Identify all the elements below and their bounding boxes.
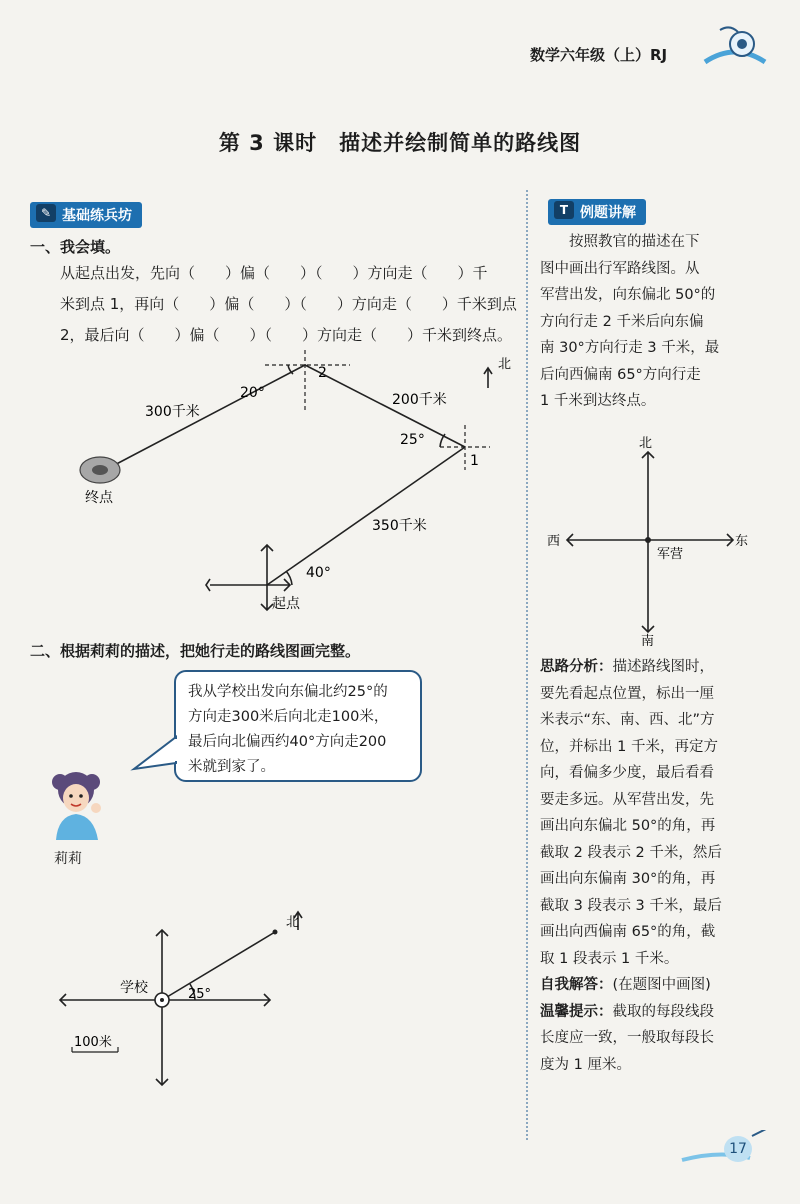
speech-bubble [174, 670, 422, 782]
analysis-line: 画出向东偏北 50°的角，再 [540, 818, 716, 834]
analysis-line: 要走多远。从军营出发，先 [540, 791, 714, 808]
example-compass-diagram [545, 432, 750, 647]
start-point-label: 起点 [272, 596, 300, 612]
point-1-label: 1 [470, 453, 479, 469]
end-point-label: 终点 [85, 490, 113, 506]
q2-north-label: 北 [286, 915, 300, 930]
bubble-line: 最后向北偏西约40°方向走200 [188, 734, 387, 750]
lesson-number: 第 3 课时 [218, 131, 318, 155]
pencil-icon: ✎ [36, 204, 56, 222]
section-basic-badge [30, 202, 142, 228]
q1-line: 米到点 1，再向（ ）偏（ ）（ ）方向走（ ）千米到点 [60, 295, 517, 313]
analysis-line: 截取 3 段表示 3 千米，最后 [540, 897, 722, 914]
header-mascot-icon [700, 22, 770, 72]
lily-avatar [44, 768, 112, 840]
t-icon: T [554, 201, 574, 219]
analysis-line: 描述路线图时， [612, 659, 714, 675]
problem-line: 按照教官的描述在下 [540, 234, 700, 250]
camp-label: 军营 [657, 547, 684, 562]
q1-line: 从起点出发，先向（ ）偏（ ）（ ）方向走（ ）千 [60, 264, 488, 282]
problem-line: 图中画出行军路线图。从 [540, 260, 700, 277]
point-2-label: 2 [318, 365, 327, 381]
q2-angle-label: 25° [188, 987, 212, 1002]
compass-south: 南 [641, 634, 655, 647]
analysis-label: 思路分析： [540, 659, 613, 675]
scale-label: 100米 [74, 1035, 112, 1050]
analysis-line: 向，看偏多少度，最后看看 [540, 765, 714, 781]
q2-heading: 二、根据莉莉的描述，把她行走的路线图画完整。 [30, 642, 361, 660]
q1-heading: 一、我会填。 [30, 238, 121, 256]
answer-text: (在题图中画图) [612, 977, 711, 993]
compass-east: 东 [735, 534, 749, 549]
angle-20-label: 20° [240, 385, 265, 401]
angle-40-label: 40° [306, 565, 331, 581]
analysis-line: 位，并标出 1 千米，再定方 [540, 738, 718, 755]
compass-north: 北 [639, 436, 653, 451]
dist-350-label: 350千米 [372, 518, 427, 534]
problem-line: 南 30°方向行走 3 千米，最 [540, 340, 720, 356]
q2-route-diagram [50, 900, 330, 1090]
school-label: 学校 [120, 980, 148, 996]
q1-route-diagram [60, 350, 520, 620]
page-number: 17 [724, 1136, 752, 1162]
bubble-line: 方向走300米后向北走100米， [188, 709, 389, 725]
analysis-line: 米表示“东、南、西、北”方 [540, 712, 715, 728]
analysis-line: 截取 2 段表示 2 千米，然后 [540, 844, 722, 861]
tip-label: 温馨提示： [540, 1003, 613, 1020]
section-example-label: 例题讲解 [580, 205, 636, 221]
q1-line: 2，最后向（ ）偏（ ）（ ）方向走（ ）千米到终点。 [60, 326, 513, 344]
analysis-line: 画出向西偏南 65°的角，截 [540, 924, 716, 940]
problem-line: 方向行走 2 千米后向东偏 [540, 313, 704, 330]
analysis-line: 取 1 段表示 1 千米。 [540, 950, 679, 967]
section-basic-label: 基础练兵坊 [62, 208, 132, 224]
analysis-line: 要先看起点位置，标出一厘 [540, 685, 714, 702]
bubble-tail-icon [130, 735, 180, 775]
problem-line: 军营出发，向东偏北 50°的 [540, 287, 716, 303]
column-divider [526, 190, 528, 1140]
lesson-topic: 描述并绘制简单的路线图 [339, 131, 582, 155]
tip-line: 长度应一致，一般取每段长 [540, 1030, 714, 1046]
section-example-badge [548, 199, 646, 225]
angle-25-label: 25° [400, 432, 425, 448]
example-problem [540, 229, 758, 415]
q1-north-label: 北 [498, 357, 512, 372]
tip-line: 截取的每段线段 [612, 1003, 714, 1020]
answer-label: 自我解答： [540, 977, 613, 993]
bubble-line: 我从学校出发向东偏北约25°的 [188, 684, 388, 700]
tip-line: 度为 1 厘米。 [540, 1056, 631, 1073]
analysis-line: 画出向东偏南 30°的角，再 [540, 871, 716, 887]
dist-300-label: 300千米 [145, 404, 200, 420]
problem-line: 后向西偏南 65°方向行走 [540, 366, 701, 383]
example-analysis [540, 654, 758, 1078]
book-header: 数学六年级（上）RJ [530, 46, 668, 64]
compass-west: 西 [547, 534, 561, 549]
bubble-line: 米就到家了。 [188, 759, 275, 775]
lily-name: 莉莉 [54, 851, 82, 867]
problem-line: 1 千米到达终点。 [540, 393, 656, 409]
page-title [0, 127, 800, 157]
dist-200-label: 200千米 [392, 392, 447, 408]
